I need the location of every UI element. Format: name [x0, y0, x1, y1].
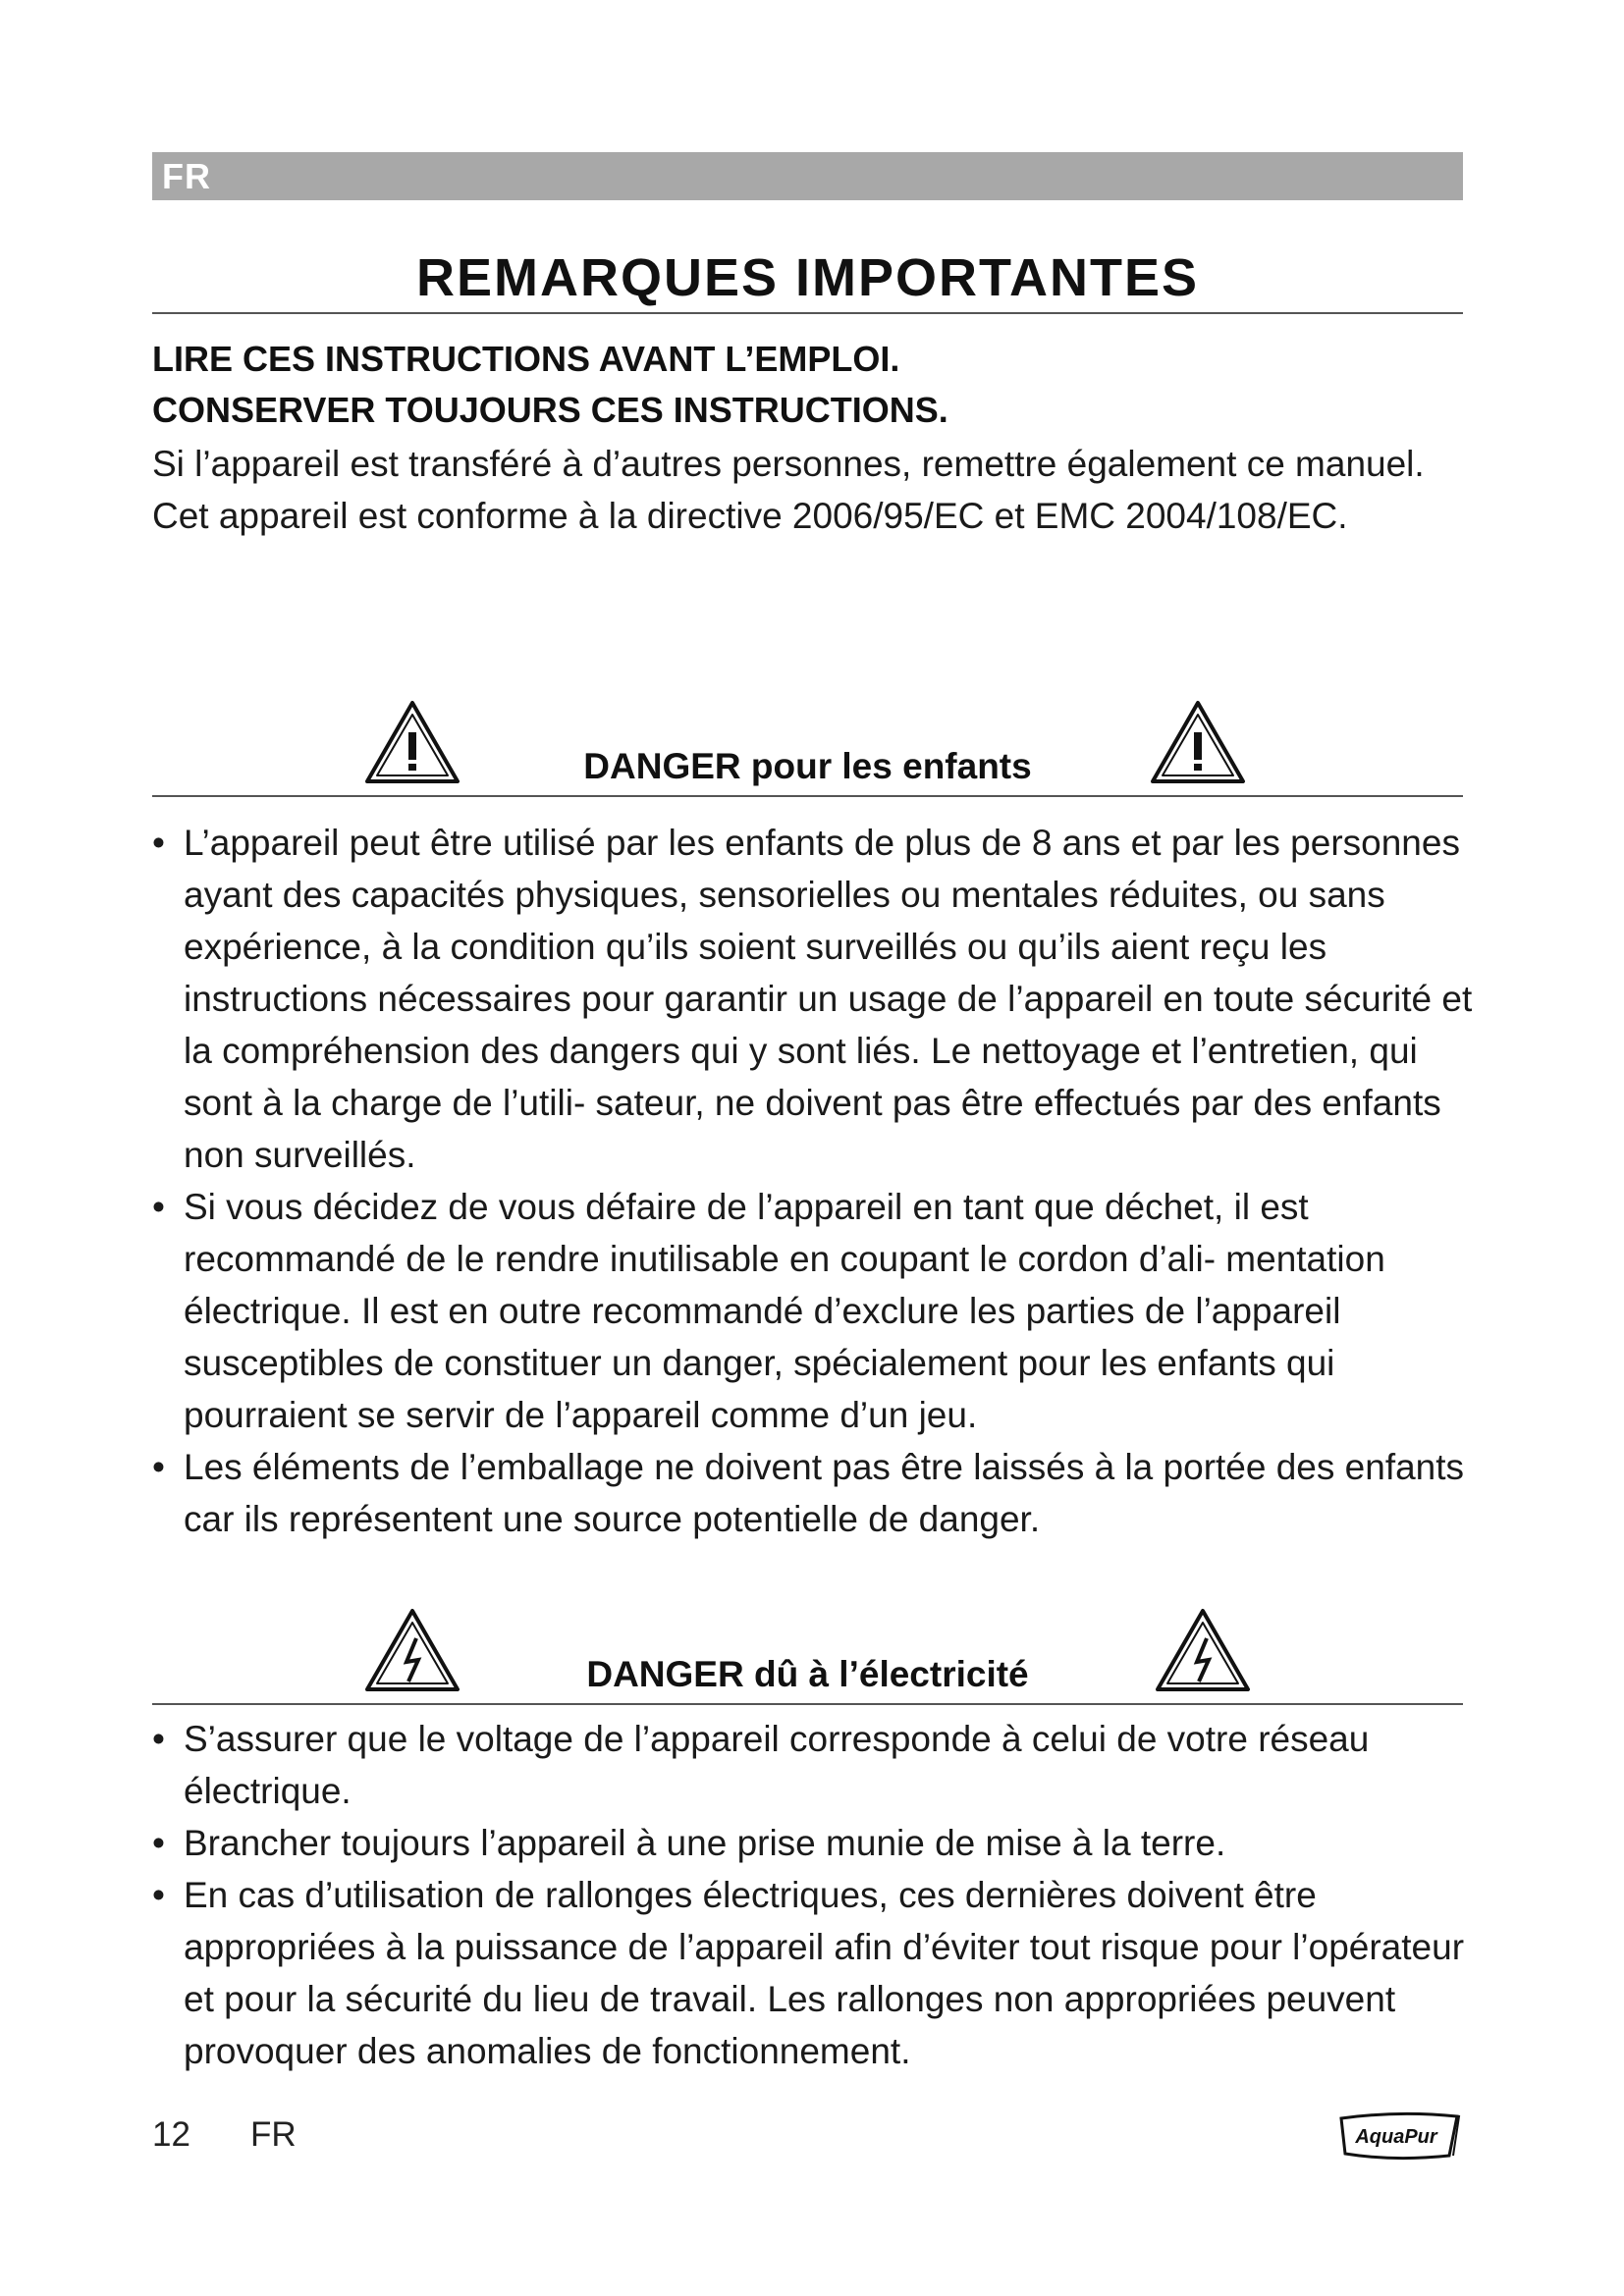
logo-text: AquaPur: [1355, 2126, 1437, 2148]
section-rule: [152, 795, 1463, 797]
danger-children-list: [152, 817, 1483, 1545]
warning-electric-icon: [1154, 1607, 1252, 1693]
section-title-electric: DANGER dû à l’électricité: [586, 1654, 1029, 1694]
list-item: • L’appareil peut être utilisé par les enfants de plus de 8 ans et par les personnes ayant des capacités physiques, sensorielles ou mentales réduites, ou sans expérience, à la condition qu’ils soient surveillés ou qu’ils aient reçu les instructions nécessaires pour garantir un usage de l’appareil en toute sécurité et la compréhension des dangers qui y sont liés. Le nettoyage et l’entretien, qui sont à la charge de l’utili- sateur, ne doivent pas être effectués par des enfants non surveillés.: [152, 823, 1473, 1175]
list-item: • S’assurer que le voltage de l’appareil corresponde à celui de votre réseau électrique.: [152, 1719, 1370, 1811]
footer-language: FR: [250, 2115, 297, 2154]
list-item: • Les éléments de l’emballage ne doivent pas être laissés à la portée des enfants car ils représentent une source potentielle de danger.: [152, 1447, 1465, 1539]
title-rule: [152, 312, 1463, 314]
section-rule: [152, 1703, 1463, 1705]
transfer-note: Si l’appareil est transféré à d’autres personnes, remettre également ce manuel.: [152, 444, 1425, 484]
section-danger-children-header: [152, 687, 1463, 795]
aquapur-logo: [1335, 2109, 1463, 2163]
intro-paragraphs: [152, 438, 1468, 542]
instruction-heading-1: LIRE CES INSTRUCTIONS AVANT L’EMPLOI.: [152, 339, 900, 379]
danger-electric-list: [152, 1713, 1483, 2077]
page-number: 12: [152, 2115, 190, 2154]
page-title: REMARQUES IMPORTANTES: [415, 248, 1200, 307]
section-danger-electric-header: [152, 1595, 1463, 1703]
list-item: • Brancher toujours l’appareil à une prise munie de mise à la terre.: [152, 1823, 1226, 1863]
instruction-heading-2: CONSERVER TOUJOURS CES INSTRUCTIONS.: [152, 390, 948, 430]
list-item: • En cas d’utilisation de rallonges électriques, ces dernières doivent être appropriées à la puissance de l’appareil afin d’éviter tout risque pour l’opérateur et pour la sécurité du lieu de travail. Les rallonges non appropriées peuvent provoquer des anomalies de fonctionnement.: [152, 1875, 1465, 2071]
conformity-note: Cet appareil est conforme à la directive 2006/95/EC et EMC 2004/108/EC.: [152, 496, 1348, 536]
language-bar: [152, 152, 1463, 200]
warning-exclamation-icon: [1149, 699, 1247, 785]
list-item: • Si vous décidez de vous défaire de l’appareil en tant que déchet, il est recommandé de le rendre inutilisable en coupant le cordon d’ali- mentation électrique. Il est en outre recommandé d’exclure les parties de l’appareil susceptibles de constituer un danger, spécialement pour les enfants qui pourraient se servir de l’appareil comme d’un jeu.: [152, 1187, 1385, 1435]
language-tag: FR: [162, 156, 211, 196]
section-title-children: DANGER pour les enfants: [583, 746, 1032, 786]
